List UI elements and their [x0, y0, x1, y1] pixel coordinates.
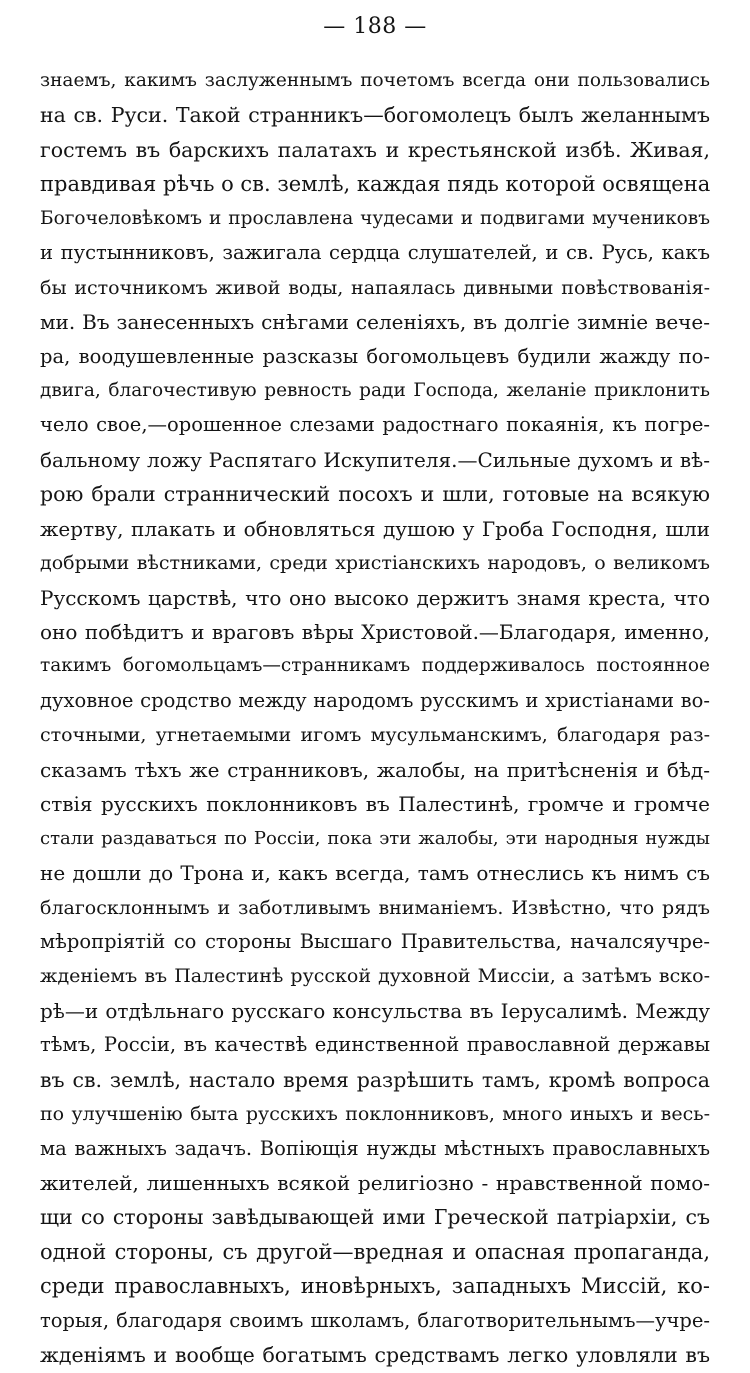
text-line: Богочеловѣкомъ и прославлена чудесами и подвигами мучениковъ: [40, 207, 710, 229]
text-line: и пустынниковъ, зажигала сердца слушателей, и св. Русь, какъ: [40, 241, 710, 265]
text-line: духовное сродство между народомъ русскимъ и христіанами во-: [40, 688, 710, 712]
text-line: мѣропріятій со стороны Высшаго Правительства, началсяучре-: [40, 929, 710, 953]
text-line: бы источникомъ живой воды, напаялась дивными повѣствованія-: [40, 276, 710, 299]
text-line: сказамъ тѣхъ же странниковъ, жалобы, на притѣсненія и бѣд-: [40, 757, 710, 782]
text-line: жертву, плакать и обновляться душою у Гроба Господня, шли: [40, 516, 710, 541]
body-text: [40, 64, 710, 1373]
text-line: добрыми вѣстниками, среди христіанскихъ народовъ, о великомъ: [40, 552, 710, 575]
text-line: ми. Въ занесенныхъ снѣгами селеніяхъ, въ долгіе зимніе вече-: [40, 310, 710, 335]
text-line: жденіямъ и вообще богатымъ средствамъ легко уловляли въ: [40, 1343, 710, 1368]
text-line: въ св. землѣ, настало время разрѣшить тамъ, кромѣ вопроса: [40, 1067, 710, 1092]
text-line: двига, благочестивую ревность ради Господа, желаніе приклонить: [40, 379, 710, 401]
text-line: не дошли до Трона и, какъ всегда, тамъ отнеслись къ нимъ съ: [40, 861, 710, 886]
text-line: жденіемъ въ Палестинѣ русской духовной Миссіи, а затѣмъ вско-: [40, 965, 710, 988]
text-line: ра, воодушевленные разсказы богомольцевъ будили жажду по-: [40, 344, 710, 368]
text-line: среди православныхъ, иновѣрныхъ, западныхъ Миссій, ко-: [40, 1274, 710, 1299]
text-line: тѣмъ, Россіи, въ качествѣ единственной православной державы: [40, 1033, 710, 1057]
text-line: Русскомъ царствѣ, что оно высоко держитъ знамя креста, что: [40, 585, 710, 610]
text-line: на св. Руси. Такой странникъ—богомолецъ былъ желаннымъ: [40, 103, 710, 128]
text-line: чело свое,—орошенное слезами радостнаго покаянія, къ погре-: [40, 413, 710, 437]
text-line: щи со стороны завѣдывающей ими Греческой патріархіи, съ: [40, 1205, 710, 1230]
text-line: одной стороны, съ другой—вредная и опасная пропаганда,: [40, 1239, 710, 1264]
text-line: правдивая рѣчь о св. землѣ, каждая пядь которой освящена: [40, 172, 710, 197]
text-line: сточными, угнетаемыми игомъ мусульманскимъ, благодаря раз-: [40, 724, 710, 747]
text-line: рѣ—и отдѣльнаго русскаго консульства въ Іерусалимѣ. Между: [40, 998, 710, 1023]
text-line: оно побѣдитъ и враговъ вѣры Христовой.—Благодаря, именно,: [40, 620, 710, 644]
text-line: стали раздаваться по Россіи, пока эти жалобы, эти народныя нужды: [40, 827, 710, 849]
text-line: ствія русскихъ поклонниковъ въ Палестинѣ, громче и громче: [40, 792, 710, 817]
text-line: ма важныхъ задачъ. Вопіющія нужды мѣстныхъ православныхъ: [40, 1136, 710, 1160]
text-line: благосклоннымъ и заботливымъ вниманіемъ. Извѣстно, что рядъ: [40, 896, 710, 919]
text-line: бальному ложу Распятаго Искупителя.—Сильные духомъ и вѣ-: [40, 447, 710, 472]
text-line: знаемъ, какимъ заслуженнымъ почетомъ всегда они пользовались: [40, 70, 710, 91]
text-line: рою брали страннический посохъ и шли, готовые на всякую: [40, 482, 710, 507]
page-number: — 188 —: [323, 14, 427, 39]
text-line: гостемъ въ барскихъ палатахъ и крестьянской избѣ. Живая,: [40, 137, 710, 162]
text-line: по улучшенію быта русскихъ поклонниковъ, много иныхъ и весь-: [40, 1103, 710, 1126]
text-line: жителей, лишенныхъ всякой религіозно - нравственной помо-: [40, 1171, 710, 1195]
text-line: такимъ богомольцамъ—странникамъ поддерживалось постоянное: [40, 655, 710, 677]
text-line: торыя, благодаря своимъ школамъ, благотворительнымъ—учре-: [40, 1308, 710, 1332]
